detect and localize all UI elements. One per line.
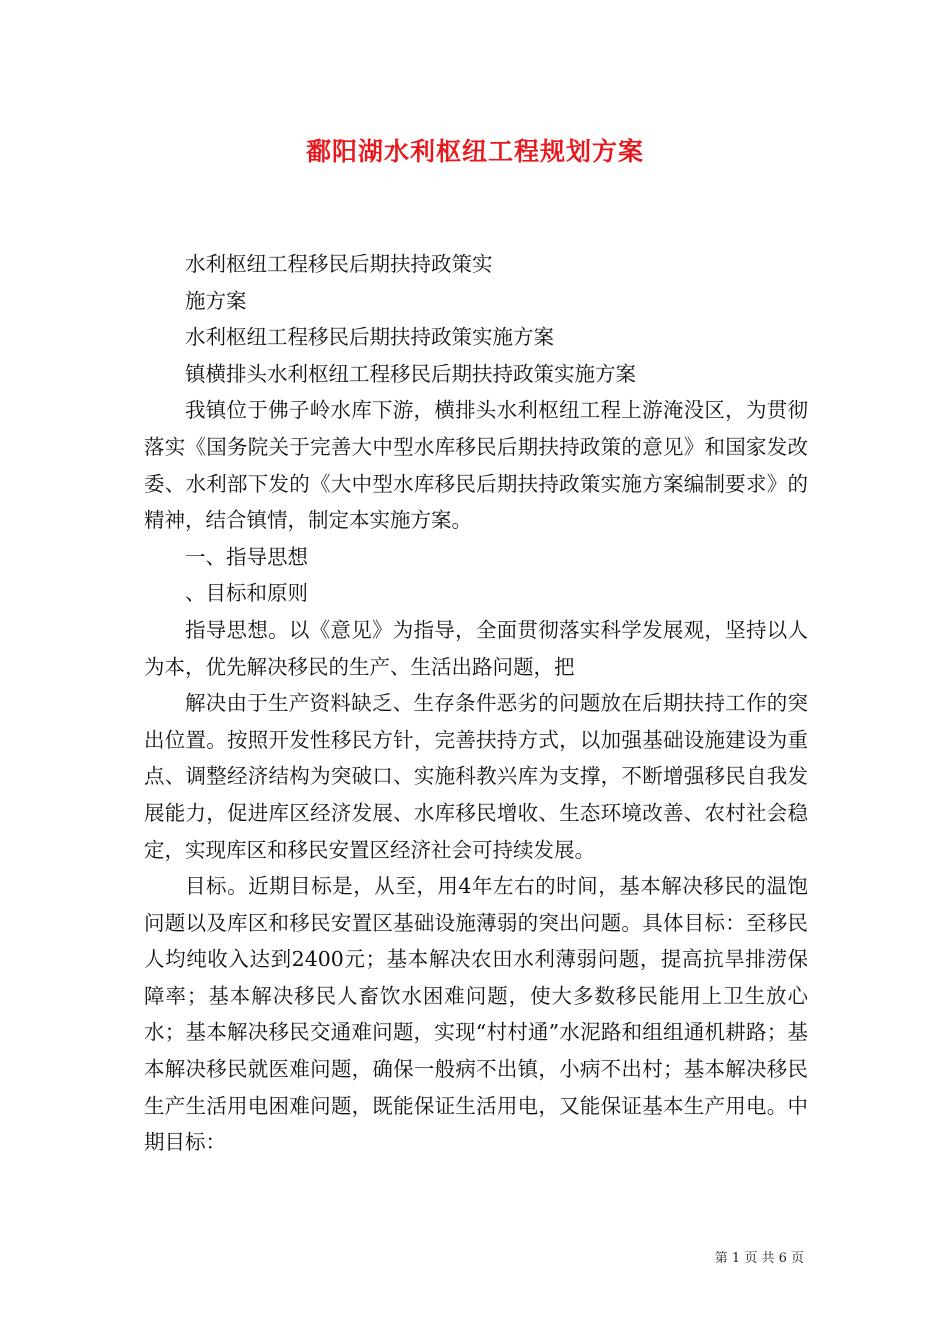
paragraph: 指导思想。以《意见》为指导，全面贯彻落实科学发展观，坚持以人为本，优先解决移民的生产、生活出路问题，把	[144, 617, 808, 679]
page-number: 第 1 页 共 6 页	[714, 1251, 804, 1266]
document-title: 鄱阳湖水利枢纽工程规划方案	[305, 137, 644, 166]
paragraph: 目标。近期目标是，从至，用4年左右的时间，基本解决移民的温饱问题以及库区和移民安置区基础设施薄弱的突出问题。具体目标：至移民人均纯收入达到2400元；基本解决农田水利薄弱问题，提高抗旱排涝保障率；基本解决移民人畜饮水困难问题，使大多数移民能用上卫生放心水；基本解决移民交通难问题，实现“村村通”水泥路和组组通机耕路；基本解决移民就医难问题，确保一般病不出镇，小病不出村；基本解决移民生产生活用电困难问题，既能保证生活用电，又能保证基本生产用电。中期目标：	[144, 874, 808, 1155]
paragraph: 我镇位于佛子岭水库下游，横排头水利枢纽工程上游淹没区，为贯彻落实《国务院关于完善大中型水库移民后期扶持政策的意见》和国家发改委、水利部下发的《大中型水库移民后期扶持政策实施方案编制要求》的精神，结合镇情，制定本实施方案。	[144, 398, 808, 533]
document-body	[144, 246, 808, 1161]
paragraph: 解决由于生产资料缺乏、生存条件恶劣的问题放在后期扶持工作的突出位置。按照开发性移民方针，完善扶持方式，以加强基础设施建设为重点、调整经济结构为突破口、实施科教兴库为支撑，不断增强移民自我发展能力，促进库区经济发展、水库移民增收、生态环境改善、农村社会稳定，实现库区和移民安置区经济社会可持续发展。	[144, 691, 808, 862]
paragraph: 施方案	[185, 288, 247, 313]
paragraph: 、目标和原则	[185, 581, 308, 606]
paragraph: 镇横排头水利枢纽工程移民后期扶持政策实施方案	[185, 361, 636, 386]
paragraph: 一、指导思想	[185, 544, 308, 569]
paragraph: 水利枢纽工程移民后期扶持政策实施方案	[185, 325, 554, 350]
paragraph: 水利枢纽工程移民后期扶持政策实	[185, 252, 493, 276]
